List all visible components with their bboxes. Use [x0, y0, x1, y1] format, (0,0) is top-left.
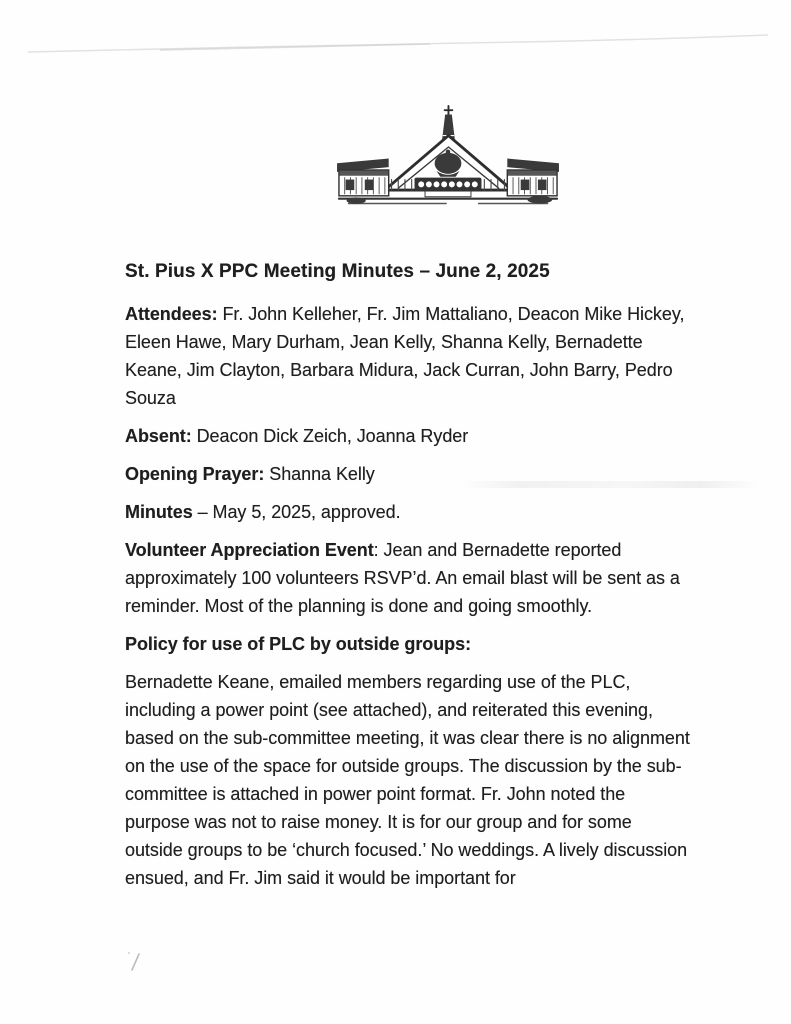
- absent-label: Absent:: [125, 426, 192, 446]
- policy-body-paragraph: [125, 668, 691, 892]
- scan-slash-artifact: [123, 948, 149, 974]
- opening-prayer-text: Shanna Kelly: [264, 464, 375, 484]
- volunteer-event-paragraph: [125, 536, 691, 620]
- policy-heading: [125, 630, 691, 658]
- page-title: St. Pius X PPC Meeting Minutes – June 2, 2025: [125, 261, 550, 282]
- absent-paragraph: [125, 422, 691, 450]
- minutes-text: – May 5, 2025, approved.: [192, 502, 401, 522]
- scan-crease-artifact: [0, 0, 791, 70]
- attendees-label: Attendees:: [125, 304, 218, 324]
- minutes-label: Minutes: [125, 502, 193, 522]
- attendees-text: Fr. John Kelleher, Fr. Jim Mattaliano, Deacon Mike Hickey, Eleen Hawe, Mary Durham, Jean Kelly, Shanna Kelly, Bernadette Keane, Jim Clayton, Barbara Midura, Jack Curran, John Barry, Pedro Souza: [125, 304, 685, 408]
- attendees-paragraph: [125, 300, 691, 412]
- absent-text: Deacon Dick Zeich, Joanna Ryder: [191, 426, 469, 446]
- minutes-paragraph: [125, 498, 691, 526]
- policy-body-text: Bernadette Keane, emailed members regarding use of the PLC, including a power point (see attached), and reiterated this evening, based on the sub-committee meeting, it was clear there is no alignment on the use of the space for outside groups. The discussion by the sub-committee is attached in power point format. Fr. John noted the purpose was not to raise money. It is for our group and for some outside groups to be ‘church focused.’ No weddings. A lively discussion ensued, and Fr. Jim said it would be important for: [125, 672, 690, 888]
- policy-heading-label: Policy for use of PLC by outside groups:: [125, 634, 472, 654]
- volunteer-event-text: : Jean and Bernadette reported approximately 100 volunteers RSVP’d. An email blast will be sent as a reminder. Most of the planning is done and going smoothly.: [125, 540, 680, 616]
- volunteer-event-label: Volunteer Appreciation Event: [125, 540, 374, 560]
- opening-prayer-paragraph: [125, 460, 691, 488]
- church-logo: [333, 104, 563, 214]
- opening-prayer-label: Opening Prayer:: [125, 464, 265, 484]
- document-body: [125, 261, 691, 892]
